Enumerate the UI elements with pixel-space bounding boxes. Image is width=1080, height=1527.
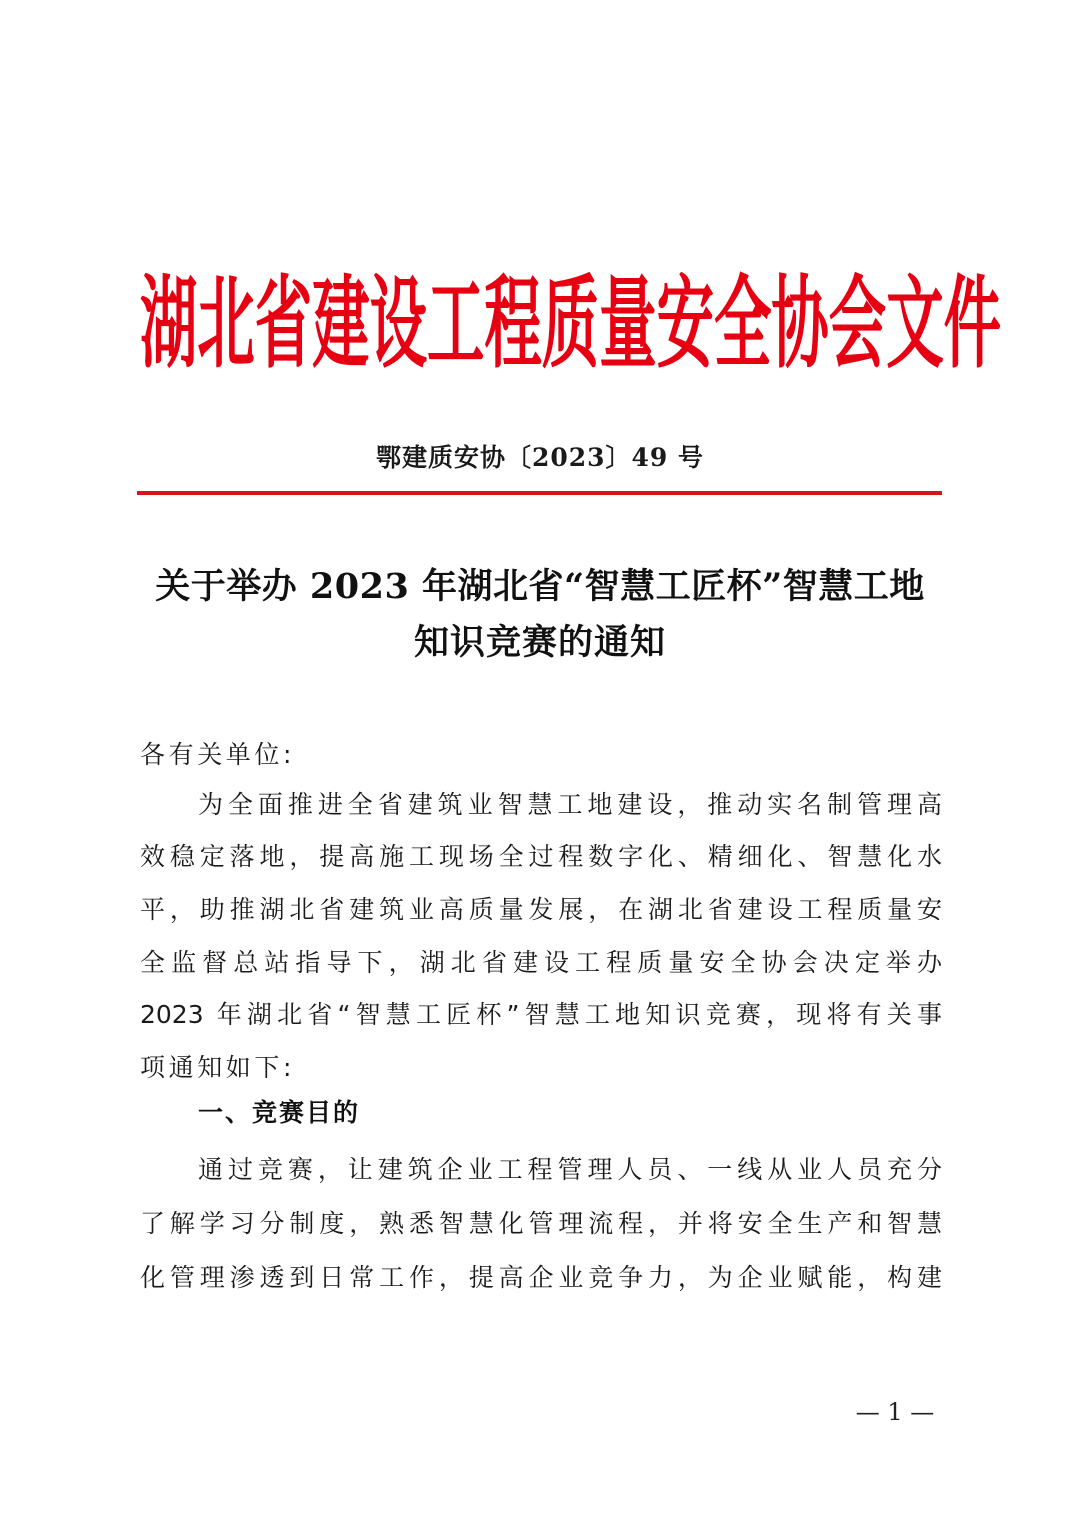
issuer-title: 湖北省建设工程质量安全协会文件 [140,264,1001,382]
notice-title-line-1: 关于举办 2023 年湖北省“智慧工匠杯”智慧工地 [155,566,925,607]
intro-line: 项通知如下: [140,1053,296,1082]
document-number: 鄂建质安协〔2023〕49 号 [375,443,705,472]
section-line: 通过竞赛，让建筑企业工程管理人员、一线从业人员充分 [198,1155,942,1184]
intro-line: 效稳定落地，提高施工现场全过程数字化、精细化、智慧化水 [140,842,942,871]
intro-line: 全监督总站指导下，湖北省建设工程质量安全协会决定举办 [140,948,942,977]
section-line: 了解学习分制度，熟悉智慧化管理流程，并将安全生产和智慧 [140,1209,942,1238]
intro-line: 平，助推湖北省建筑业高质量发展，在湖北省建设工程质量安 [140,895,942,924]
intro-line: 2023 年湖北省“智慧工匠杯”智慧工地知识竞赛，现将有关事 [140,1000,942,1029]
salutation: 各有关单位: [140,740,296,769]
section-line: 化管理渗透到日常工作，提高企业竞争力，为企业赋能，构建 [140,1263,942,1292]
section-heading-purpose: 一、竞赛目的 [198,1098,361,1127]
page-number: — 1 — [855,1398,935,1426]
intro-line: 为全面推进全省建筑业智慧工地建设，推动实名制管理高 [198,790,942,819]
notice-title-line-2: 知识竞赛的通知 [413,622,666,663]
issuer-header [140,264,1001,382]
red-divider-line [137,491,942,495]
